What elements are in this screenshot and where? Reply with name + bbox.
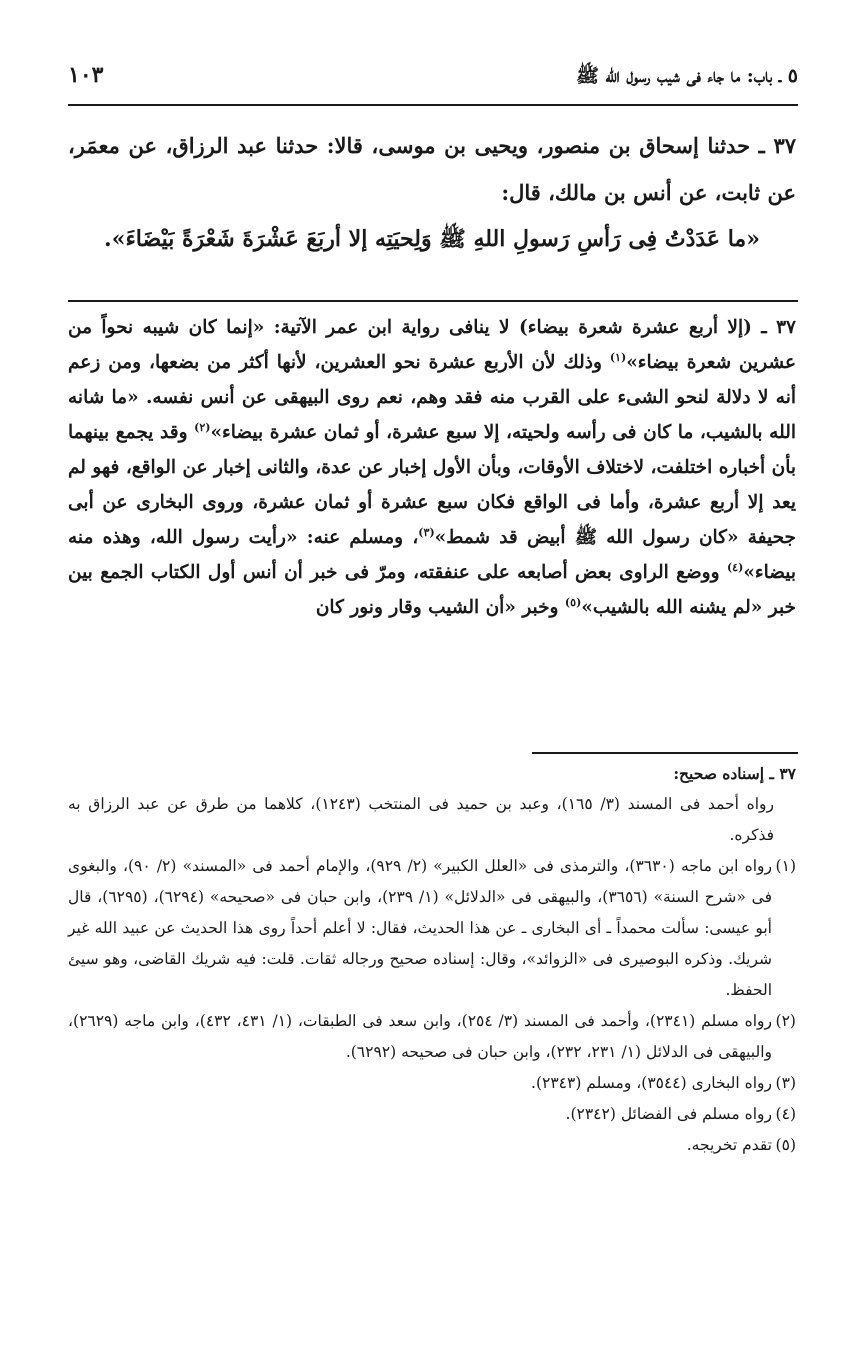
commentary-text: وقد يجمع بينهما بأن أخباره اختلفت، لاختلاف الأوقات، وبأن الأول إخبار عن عدة، والثانى إخبار عن الواقع، فهو لم يعد إلا أربع عشرة، وأما فى الواقع فكان سبع عشرة أو ثمان عشرة، وروى البخارى عن أبى جحيفة «كان رسول الله ﷺ أبيض قد شمط» (68, 422, 796, 548)
footnote-text: رواه مسلم فى الفضائل (٢٣٤٢). (565, 1105, 772, 1123)
hadith-isnad: ٣٧ ـ حدثنا إسحاق بن منصور، ويحيى بن موسى، قالا: حدثنا عبد الرزاق، عن معمَر، عن ثابت، عن أنس بن مالك، قال: (68, 133, 796, 205)
footnote-rule (532, 752, 798, 754)
footnote (68, 1068, 796, 1099)
hadith-matn: «ما عَدَدْتُ فِى رَأسِ رَسولِ اللهِ ﷺ وَلِحيَتِه إلا أربَعَ عَشْرَةَ شَعْرَةً بَيْضَاءَ». (104, 226, 760, 252)
isnad-grade: ٣٧ ـ إسناده صحيح: (673, 764, 796, 783)
footnote-text: رواه مسلم (٢٣٤١)، وأحمد فى المسند (٣/ ٢٥٤)، وابن سعد فى الطبقات، (١/ ٤٣١، ٤٣٢)، وابن ماجه (٢٦٢٩)، والبيهقى فى الدلائل (١/ ٢٣١، ٢٣٢)، وابن حبان فى صحيحه (٦٢٩٢). (68, 1012, 772, 1061)
commentary-text: ، ومسلم عنه: «رأيت رسول الله، وهذه منه بيضاء» (68, 527, 796, 583)
commentary-text: ٣٧ ـ (إلا أربع عشرة شعرة بيضاء) لا ينافى رواية ابن عمر الآتية: «إنما كان شيبه نحواً من عشرين شعرة بيضاء» (68, 317, 796, 373)
chapter-title: ٥ ـ باب: ما جاء فى شيب رسول الله ﷺ (575, 65, 798, 87)
footnote-text: تقدم تخريجه. (686, 1136, 772, 1154)
commentary-text: وخبر «أن الشيب وقار ونور كان (315, 597, 565, 618)
footnote-number: (٥) (775, 1136, 796, 1154)
takhrij-text: رواه أحمد فى المسند (٣/ ١٦٥)، وعبد بن حميد فى المنتخب (١٢٤٣)، كلاهما من طرق عن عبد الرزاق به فذكره. (68, 795, 774, 844)
footnote-text: رواه ابن ماجه (٣٦٣٠)، والترمذى فى «العلل الكبير» (٢/ ٩٢٩)، والإمام أحمد فى «المسند» (٢/ ٩٠)، والبغوى فى «شرح السنة» (٣٦٥٦)، والبيهقى فى «الدلائل» (١/ ٢٣٩)، وابن حبان فى «صحيحه» (٦٢٩٤)، (٦٢٩٥)، قال أبو عيسى: سألت محمداً ـ أى البخارى ـ عن هذا الحديث، فقال: لا أعلم أحداً روى هذا الحديث عن عبيد الله غير شريك. وذكره البوصيرى فى «الزوائد»، وقال: إسناده صحيح ورجاله ثقات. قلت: فيه شريك القاضى، وهو سيئ الحفظ. (68, 857, 773, 999)
footnote-number: (٢) (775, 1012, 796, 1030)
footnote-marker: (٢) (194, 420, 211, 434)
running-header (68, 64, 798, 98)
commentary-text: وذلك لأن الأربع عشرة نحو العشرين، لأنها أكثر من بضعها، ومن زعم أنه لا دلالة لنحو الشىء على القرب منه فقد وهم، نعم روى البيهقى عن أنس نفسه. «ما شانه الله بالشيب، ما كان فى رأسه ولحيته، إلا سبع عشرة، أو ثمان عشرة بيضاء» (68, 352, 796, 443)
footnote (68, 851, 796, 1006)
footnotes (68, 758, 796, 1161)
footnote-marker: (١) (609, 350, 627, 364)
page-number: ١٠٣ (68, 62, 104, 88)
hadith-text (68, 122, 796, 263)
footnote (68, 1099, 796, 1130)
commentary (68, 310, 796, 625)
footnote (68, 1130, 796, 1161)
footnote (68, 1006, 796, 1068)
footnote-text: رواه البخارى (٣٥٤٤)، ومسلم (٢٣٤٣). (531, 1074, 772, 1092)
commentary-paragraph (68, 310, 796, 625)
footnote-number: (٤) (775, 1105, 796, 1123)
footnote-number: (٣) (775, 1074, 796, 1092)
footnote-marker: (٤) (726, 560, 744, 574)
section-rule (68, 300, 798, 302)
header-rule (68, 104, 798, 106)
commentary-text: ووضع الراوى بعض أصابعه على عنفقته، ومرّ فى خبر أن أنس أول الكتاب الجمع بين خبر «لم يشنه الله بالشيب» (68, 562, 796, 618)
footnote-number: (١) (775, 857, 796, 875)
footnote-marker: (٥) (564, 595, 582, 609)
footnote-marker: (٣) (418, 525, 435, 539)
